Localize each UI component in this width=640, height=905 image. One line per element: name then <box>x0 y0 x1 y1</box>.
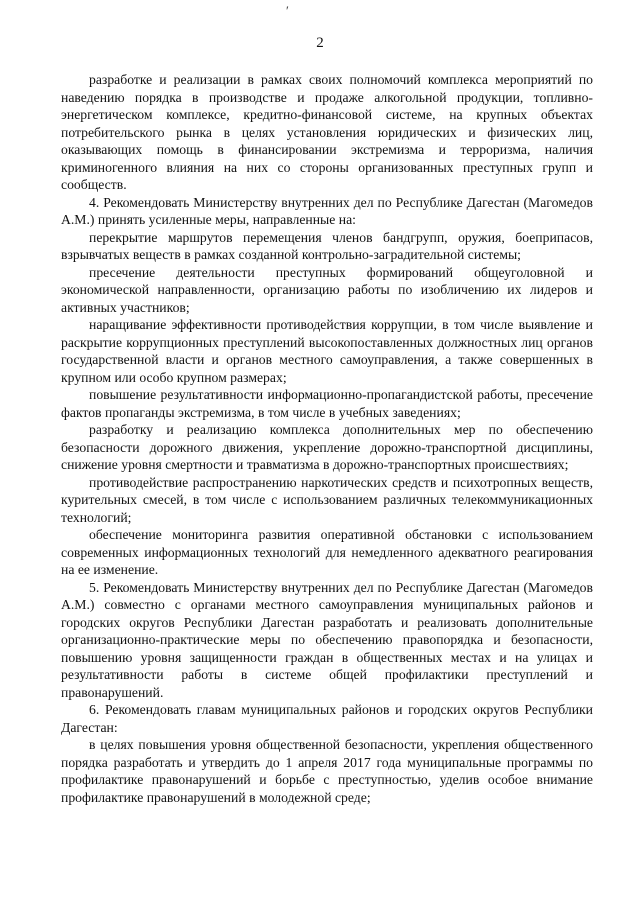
paragraph-item-5: 5. Рекомендовать Министерству внутренних дел по Республике Дагестан (Магомедов А.М.) совместно с органами местного самоуправления муниципальных районов и городских округов Республики Дагестан разработать и реализовать дополнительные организационно-практические меры по обеспечению правопорядка и безопасности, повышению уровня защищенности граждан в общественных местах и на улицах и результативности работы в системе общей профилактики преступлений и правонарушений. <box>61 579 593 700</box>
document-body <box>61 71 593 806</box>
page-number: 2 <box>316 35 324 51</box>
paragraph-subitem: обеспечение мониторинга развития оперативной обстановки с использованием современных информационных технологий для немедленного адекватного реагирования на ее изменение. <box>61 527 593 577</box>
paragraph-subitem: противодействие распространению наркотических средств и психотропных веществ, курительных смесей, в том числе с использованием различных телекоммуникационных технологий; <box>61 474 593 525</box>
paragraph-subitem: перекрытие маршрутов перемещения членов бандгрупп, оружия, боеприпасов, взрывчатых веществ в рамках созданной контрольно-заградительной системы; <box>61 229 593 262</box>
paragraph-subitem: разработку и реализацию комплекса дополнительных мер по обеспечению безопасности дорожного движения, укрепление дорожно-транспортной дисциплины, снижение уровня смертности и травматизма в дорожно-транспортных происшествиях; <box>61 422 593 472</box>
paragraph-item-4: 4. Рекомендовать Министерству внутренних дел по Республике Дагестан (Магомедов А.М.) принять усиленные меры, направленные на: <box>61 194 593 227</box>
paragraph-item-6: 6. Рекомендовать главам муниципальных районов и городских округов Республики Дагестан: <box>61 702 593 735</box>
paragraph-subitem: наращивание эффективности противодействия коррупции, в том числе выявление и раскрытие коррупционных преступлений высокопоставленных должностных лиц органов государственной власти и органов местного самоуправления, а также совершенных в крупном или особо крупном размерах; <box>61 317 593 385</box>
paragraph-continuation: разработке и реализации в рамках своих полномочий комплекса мероприятий по наведению порядка в производстве и продаже алкогольной продукции, топливно-энергетическом комплексе, кредитно-финансовой системе, на крупных объектах потребительского рынка в целях установления юридических и физических лиц, оказывающих помощь в финансировании экстремизма и терроризма, наличия криминогенного влияния на них со стороны организованных преступных групп и сообществ. <box>61 72 593 192</box>
paragraph-subitem: повышение результативности информационно-пропагандистской работы, пресечение фактов пропаганды экстремизма, в том числе в учебных заведениях; <box>61 387 593 420</box>
margin-mark: ʹ <box>286 3 289 18</box>
paragraph-subitem: пресечение деятельности преступных формирований общеуголовной и экономической направленности, организацию работы по изобличению их лидеров и активных участников; <box>61 264 593 315</box>
paragraph-subitem: в целях повышения уровня общественной безопасности, укрепления общественного порядка разработать и утвердить до 1 апреля 2017 года муниципальные программы по профилактике правонарушений и борьбе с преступностью, уделив особое внимание профилактике правонарушений в молодежной среде; <box>61 737 593 805</box>
